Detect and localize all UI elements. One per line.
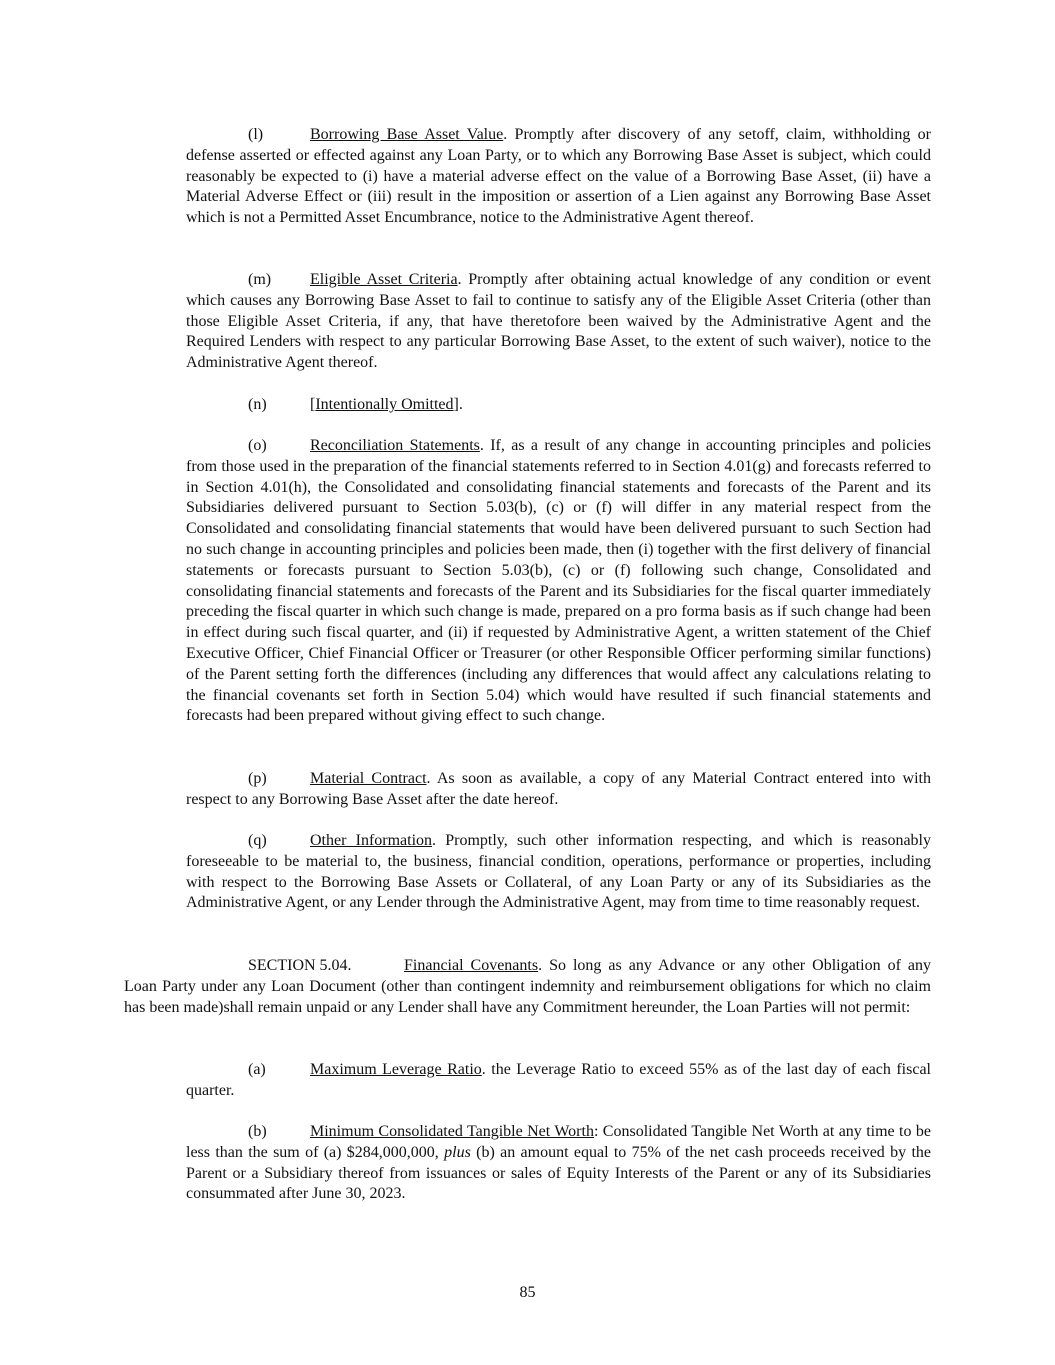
clause-m <box>186 270 931 374</box>
clause-label: (m) <box>248 271 272 288</box>
clause-heading: Other Information <box>310 832 433 849</box>
bracket-close: ]. <box>453 396 463 413</box>
clause-text: . Promptly, such other information respecting, and which is reasonably foreseeable to be material to, the business, financial condition, operations, performance or properties, including with respect to the Borrowing Base Assets or Collateral, of any Loan Party or any of its Subsidiaries as the Administrative Agent, or any Lender through the Administrative Agent, may from time to time reasonably request. <box>186 832 931 912</box>
clause-q <box>186 831 931 914</box>
clause-text: . If, as a result of any change in accounting principles and policies from those used in the preparation of the financial statements referred to in Section 4.01(g) and forecasts referred to in Section 4.01(h), the Consolidated and consolidating financial statements and forecasts of the Parent and its Subsidiaries delivered pursuant to Section 5.03(b), (c) or (f) will differ in any material respect from the Consolidated and consolidating financial statements that would have been delivered pursuant to such Section had no such change in accounting principles and policies been made, then (i) together with the first delivery of financial statements or forecasts pursuant to Section 5.03(b), (c) or (f) following such change, Consolidated and consolidating financial statements and forecasts of the Parent and its Subsidiaries for the fiscal quarter immediately preceding the fiscal quarter in which such change is made, prepared on a pro forma basis as if such change had been in effect during such fiscal quarter, and (ii) if requested by Administrative Agent, a written statement of the Chief Executive Officer, Chief Financial Officer or Treasurer (or other Responsible Officer performing similar functions) of the Parent setting forth the differences (including any differences that would affect any calculations relating to the financial covenants set forth in Section 5.04) which would have resulted if such financial statements and forecasts had been prepared without giving effect to such change. <box>186 437 932 725</box>
covenant-text-continued: (b) an amount equal to 75% of the net cash proceeds received by the Parent or a Subsidiary thereof from issuances or sales of Equity Interests of the Parent or any of its Subsidiaries consummated after June 30, 2023. <box>186 1143 931 1203</box>
section-heading: Financial Covenants <box>404 957 539 974</box>
clause-l <box>186 125 931 229</box>
clause-heading: Material Contract <box>310 770 427 787</box>
covenant-heading: Maximum Leverage Ratio <box>310 1061 482 1078</box>
covenant-text: . the Leverage Ratio to exceed 55% as of the last day of each fiscal quarter. <box>186 1061 932 1099</box>
section-text: . So long as any Advance or any other Obligation of any Loan Party under any Loan Document (other than contingent indemnity and reimbursement obligations for which no claim has been made)shall remain unpaid or any Lender shall have any Commitment hereunder, the Loan Parties will not permit: <box>124 957 932 1016</box>
clause-label: (o) <box>248 437 267 454</box>
clause-label: (n) <box>248 396 267 413</box>
section-5-04 <box>124 956 931 1018</box>
covenant-label: (a) <box>248 1061 266 1078</box>
covenant-heading: Minimum Consolidated Tangible Net Worth <box>310 1123 594 1140</box>
clause-text: . As soon as available, a copy of any Material Contract entered into with respect to any Borrowing Base Asset after the date hereof. <box>186 770 931 808</box>
clause-text: . Promptly after discovery of any setoff, claim, withholding or defense asserted or effected against any Loan Party, or to which any Borrowing Base Asset is subject, which could reasonably be expected to (i) have a material adverse effect on the value of a Borrowing Base Asset, (ii) have a Material Adverse Effect or (iii) result in the imposition or assertion of a Lien against any Borrowing Base Asset which is not a Permitted Asset Encumbrance, notice to the Administrative Agent thereof. <box>186 126 931 227</box>
clause-heading: Borrowing Base Asset Value <box>310 126 504 143</box>
covenant-label: (b) <box>248 1123 267 1140</box>
clause-text: . Promptly after obtaining actual knowledge of any condition or event which causes any Borrowing Base Asset to fail to continue to satisfy any of the Eligible Asset Criteria (other than those Eligible Asset Criteria, if any, that have theretofore been waived by the Administrative Agent and the Required Lenders with respect to any particular Borrowing Base Asset, to the extent of such waiver), notice to the Administrative Agent thereof. <box>186 271 931 372</box>
clause-heading: Eligible Asset Criteria <box>310 271 458 288</box>
clause-label: (p) <box>248 770 267 787</box>
clause-label: (q) <box>248 832 267 849</box>
covenant-italic-plus: plus <box>444 1143 471 1161</box>
section-number: SECTION 5.04. <box>248 957 352 974</box>
clause-o <box>186 436 931 727</box>
clause-n <box>186 395 931 416</box>
page-number: 85 <box>519 1284 536 1301</box>
covenant-a <box>186 1060 931 1102</box>
clause-heading: Reconciliation Statements <box>310 437 480 454</box>
bracket-open: [ <box>310 396 316 413</box>
clause-heading: Intentionally Omitted <box>315 396 454 413</box>
covenant-b <box>186 1122 931 1205</box>
covenant-text: : Consolidated Tangible Net Worth at any time to be less than the sum of (a) $284,000,000, <box>186 1123 932 1161</box>
clause-p <box>186 769 931 811</box>
clause-label: (l) <box>248 126 264 143</box>
